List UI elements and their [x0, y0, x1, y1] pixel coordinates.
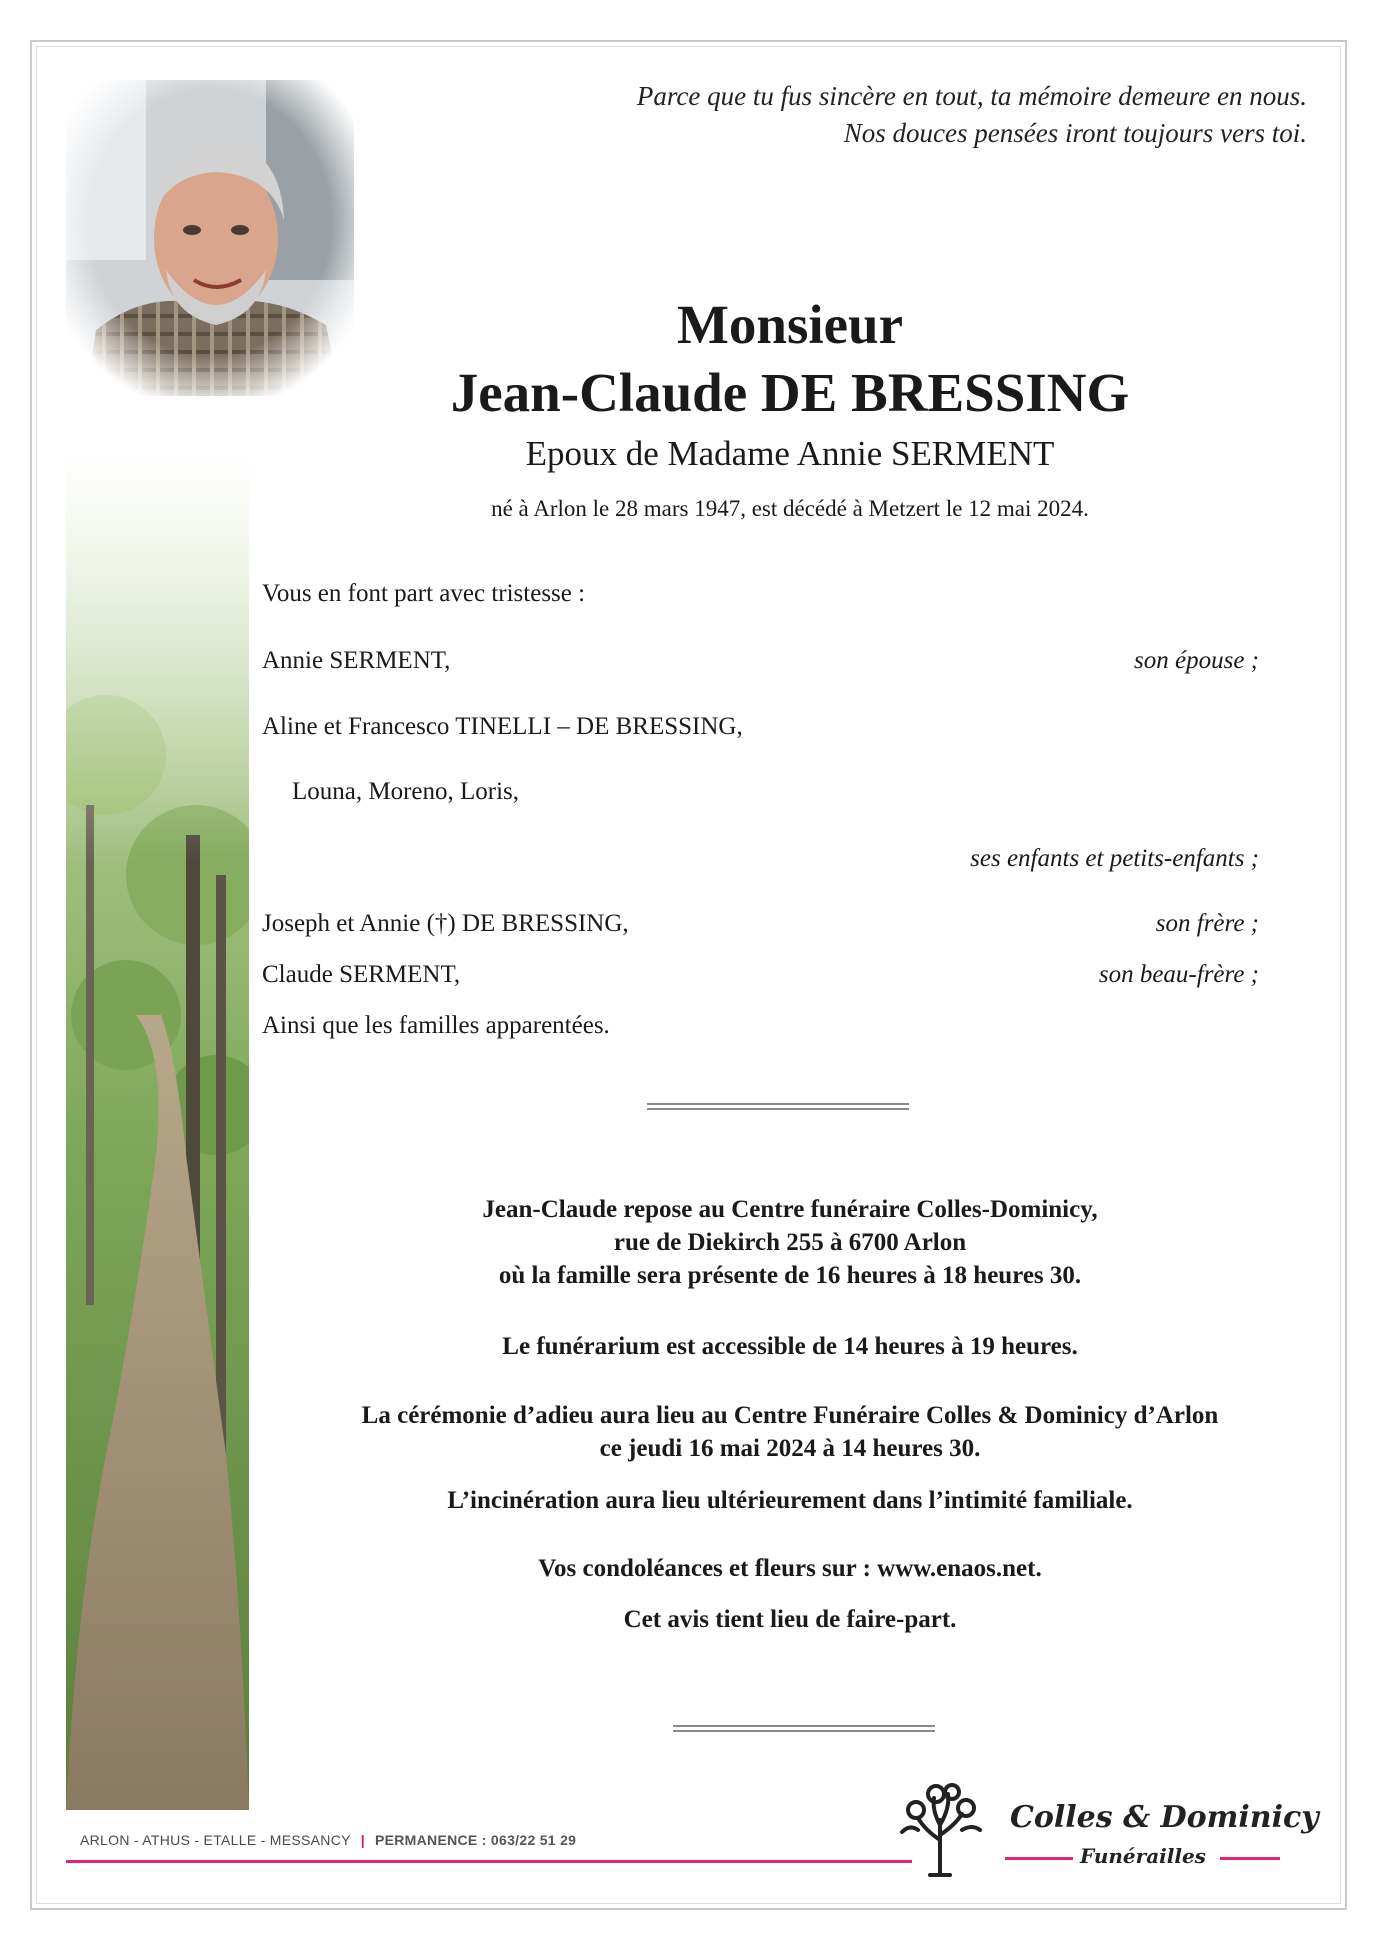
announcement-intro: Vous en font part avec tristesse : [262, 580, 586, 607]
footer-accent-line [66, 1860, 912, 1863]
quote-line-1: Parce que tu fus sincère en tout, ta mémoire demeure en nous. [636, 81, 1307, 111]
tree-icon [890, 1780, 990, 1880]
family-relation: son beau-frère ; [1098, 961, 1259, 988]
repose-line-2: rue de Diekirch 255 à 6700 Arlon [613, 1229, 967, 1256]
incineration-line: L’incinération aura lieu ultérieurement dans l’intimité familiale. [447, 1487, 1133, 1514]
family-relation: son épouse ; [1134, 647, 1259, 674]
spouse-line: Epoux de Madame Annie SERMENT [525, 434, 1055, 473]
footer-contact [80, 1832, 576, 1848]
double-rule-separator [647, 1103, 909, 1110]
family-names: Aline et Francesco TINELLI – DE BRESSING, [262, 713, 743, 740]
ceremony-line-1: La cérémonie d’adieu aura lieu au Centre Funéraire Colles & Dominicy d’Arlon [361, 1402, 1219, 1429]
footer-locations: ARLON - ATHUS - ETALLE - MESSANCY [80, 1832, 351, 1848]
logo-accent-line-right [1220, 1857, 1280, 1860]
forest-path-image [66, 455, 249, 1810]
footer-permanence: PERMANENCE : 063/22 51 29 [375, 1832, 577, 1848]
logo-title: Colles & Dominicy [1010, 1800, 1319, 1835]
family-relation: ses enfants et petits-enfants ; [970, 845, 1259, 872]
logo-subtitle: Funérailles [1080, 1844, 1206, 1868]
repose-line-3: où la famille sera présente de 16 heures à 18 heures 30. [498, 1262, 1082, 1289]
notice-line: Cet avis tient lieu de faire-part. [623, 1606, 957, 1633]
dates-line: né à Arlon le 28 mars 1947, est décédé à Metzert le 12 mai 2024. [491, 496, 1089, 521]
family-names: Louna, Moreno, Loris, [292, 778, 520, 805]
quote-line-2: Nos douces pensées iront toujours vers toi. [843, 118, 1307, 148]
memorial-quote [407, 78, 1307, 152]
double-rule-separator [673, 1725, 935, 1732]
repose-line-1: Jean-Claude repose au Centre funéraire Colles-Dominicy, [482, 1196, 1098, 1223]
condolences-line: Vos condoléances et fleurs sur : www.enaos.net. [538, 1555, 1042, 1582]
ceremony-line-2: ce jeudi 16 mai 2024 à 14 heures 30. [599, 1435, 981, 1462]
family-names: Joseph et Annie (†) DE BRESSING, [262, 910, 629, 937]
family-names: Annie SERMENT, [262, 647, 451, 674]
logo-accent-line-left [1005, 1857, 1073, 1860]
deceased-name: Jean-Claude DE BRESSING [450, 362, 1130, 423]
access-hours: Le funérarium est accessible de 14 heures à 19 heures. [502, 1333, 1078, 1360]
honorific: Monsieur [676, 294, 904, 355]
family-names: Claude SERMENT, [262, 961, 461, 988]
family-relation: son frère ; [1155, 910, 1259, 937]
announcement-closing: Ainsi que les familles apparentées. [262, 1012, 610, 1039]
footer-separator: | [360, 1832, 365, 1848]
funeral-home-logo [880, 1780, 1319, 1880]
